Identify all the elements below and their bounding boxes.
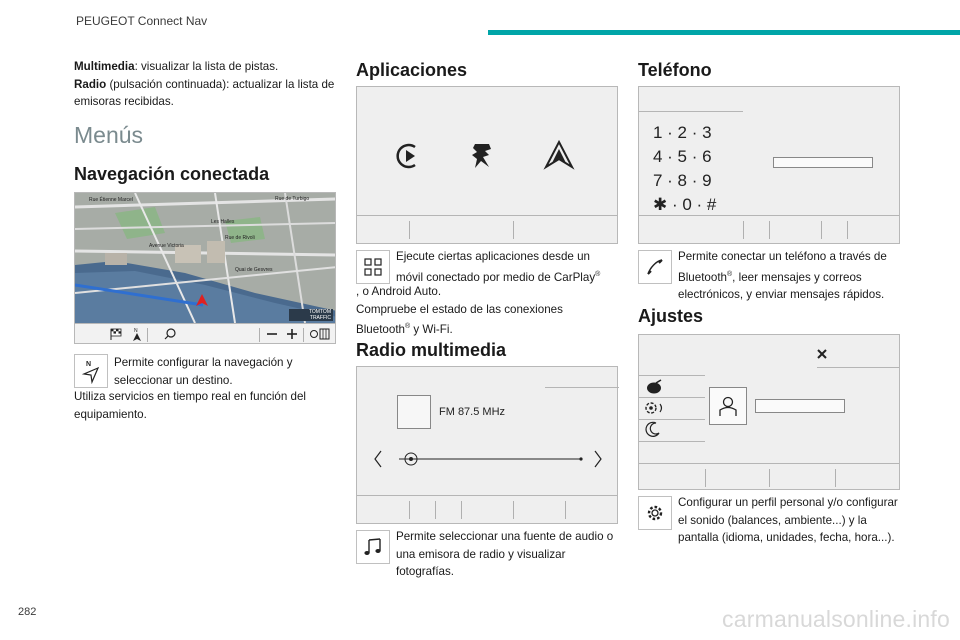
map-view [75,193,336,344]
nav-description-2: Utiliza servicios en tiempo real en función del equipamiento. [74,390,306,421]
settings-heading: Ajustes [638,306,704,326]
radio-separator [545,387,619,388]
navigation-icon [78,358,104,384]
vehicle-position-icon [195,293,209,307]
zoom-out-icon[interactable] [265,327,279,341]
map-label: Rue de Rivoli [225,235,255,241]
watermark: carmanualsonline.info [722,606,950,632]
phone-description-1: Permite conectar un teléfono a través de Bluetooth®, leer mensajes y correos electrónicos, y enviar mensajes rápidos. [678,250,887,301]
moon-icon[interactable] [645,421,661,437]
phone-handset-icon [644,256,666,278]
sound-settings-icon[interactable] [643,399,669,417]
map-label: Avenue Victoria [149,243,184,249]
north-arrow-icon[interactable] [131,326,143,342]
map-label: Les Halles [211,219,235,225]
keypad-row[interactable]: 4 · 5 · 6 [653,147,712,166]
radio-artwork [397,395,431,429]
apps-description-2: , o Android Auto. Compruebe el estado de las conexiones Bluetooth® y Wi-Fi. [356,285,563,336]
phone-screen [638,86,900,244]
phone-heading: Teléfono [638,60,712,80]
map-label: Rue Étienne Marcel [89,197,133,203]
android-auto-icon [543,139,575,171]
nav-description-1: Permite configurar la navegación y seleccionar un destino. [114,356,293,387]
navigation-toolbar [75,323,336,344]
apps-heading: Aplicaciones [356,60,468,80]
settings-screen [638,334,900,490]
phone-number-input[interactable] [773,157,873,168]
apps-description-1: Ejecute ciertas aplicaciones desde un móvil conectado por medio de CarPlay® [396,250,601,284]
user-profile-icon [716,394,740,418]
radio-screen [356,366,618,524]
palette-icon[interactable] [645,379,663,395]
svg-text:N: N [86,361,92,368]
navigation-icon-box [74,354,108,388]
header-accent-bar [488,30,960,35]
map-settings-icon[interactable] [309,327,331,341]
peugeot-lion-icon [467,141,497,171]
previous-icon[interactable] [375,451,381,467]
map-label: Quai de Gesvres [235,267,273,273]
search-icon[interactable] [163,327,177,341]
page-number: 282 [18,606,37,618]
profile-button[interactable] [709,387,747,425]
keypad-row[interactable]: 7 · 8 · 9 [653,171,712,190]
intro-text: Multimedia: visualizar la lista de pistas. Radio (pulsación continuada): actualizar la lista de emisoras recibidas. [74,60,335,108]
nav-heading: Navegación conectada [74,164,270,184]
radio-heading: Radio multimedia [356,340,507,360]
carplay-icon [393,141,423,171]
phone-keypad [653,121,716,217]
tomtom-traffic-badge: TOMTOM TRAFFIC [289,309,333,321]
map-label: Rue de Turbigo [275,196,310,202]
checkered-flag-icon[interactable] [109,327,123,341]
apps-grid-icon-box [356,250,390,284]
keypad-row[interactable]: 1 · 2 · 3 [653,123,712,142]
radio-frequency: FM 87.5 MHz [439,406,506,418]
menus-heading: Menús [74,122,144,148]
radio-description: Permite seleccionar una fuente de audio o una emisora de radio y visualizar fotografías. [396,530,614,578]
applications-screen [356,86,618,244]
navigation-screen [74,192,336,344]
zoom-in-icon[interactable] [285,327,299,341]
radio-tuner-bar [371,447,607,471]
close-icon[interactable] [815,347,829,361]
apps-grid-icon [363,257,383,277]
svg-text:N: N [134,328,138,334]
keypad-row[interactable]: ✱ · 0 · # [653,195,717,214]
running-header: PEUGEOT Connect Nav [76,14,208,28]
phone-icon-box [638,250,672,284]
next-icon[interactable] [595,451,601,467]
profile-name-field[interactable] [755,399,845,413]
settings-description: Configurar un perfil personal y/o configurar el sonido (balances, ambiente...) y la pantalla (idioma, unidades, fecha, hora...). [678,496,898,544]
